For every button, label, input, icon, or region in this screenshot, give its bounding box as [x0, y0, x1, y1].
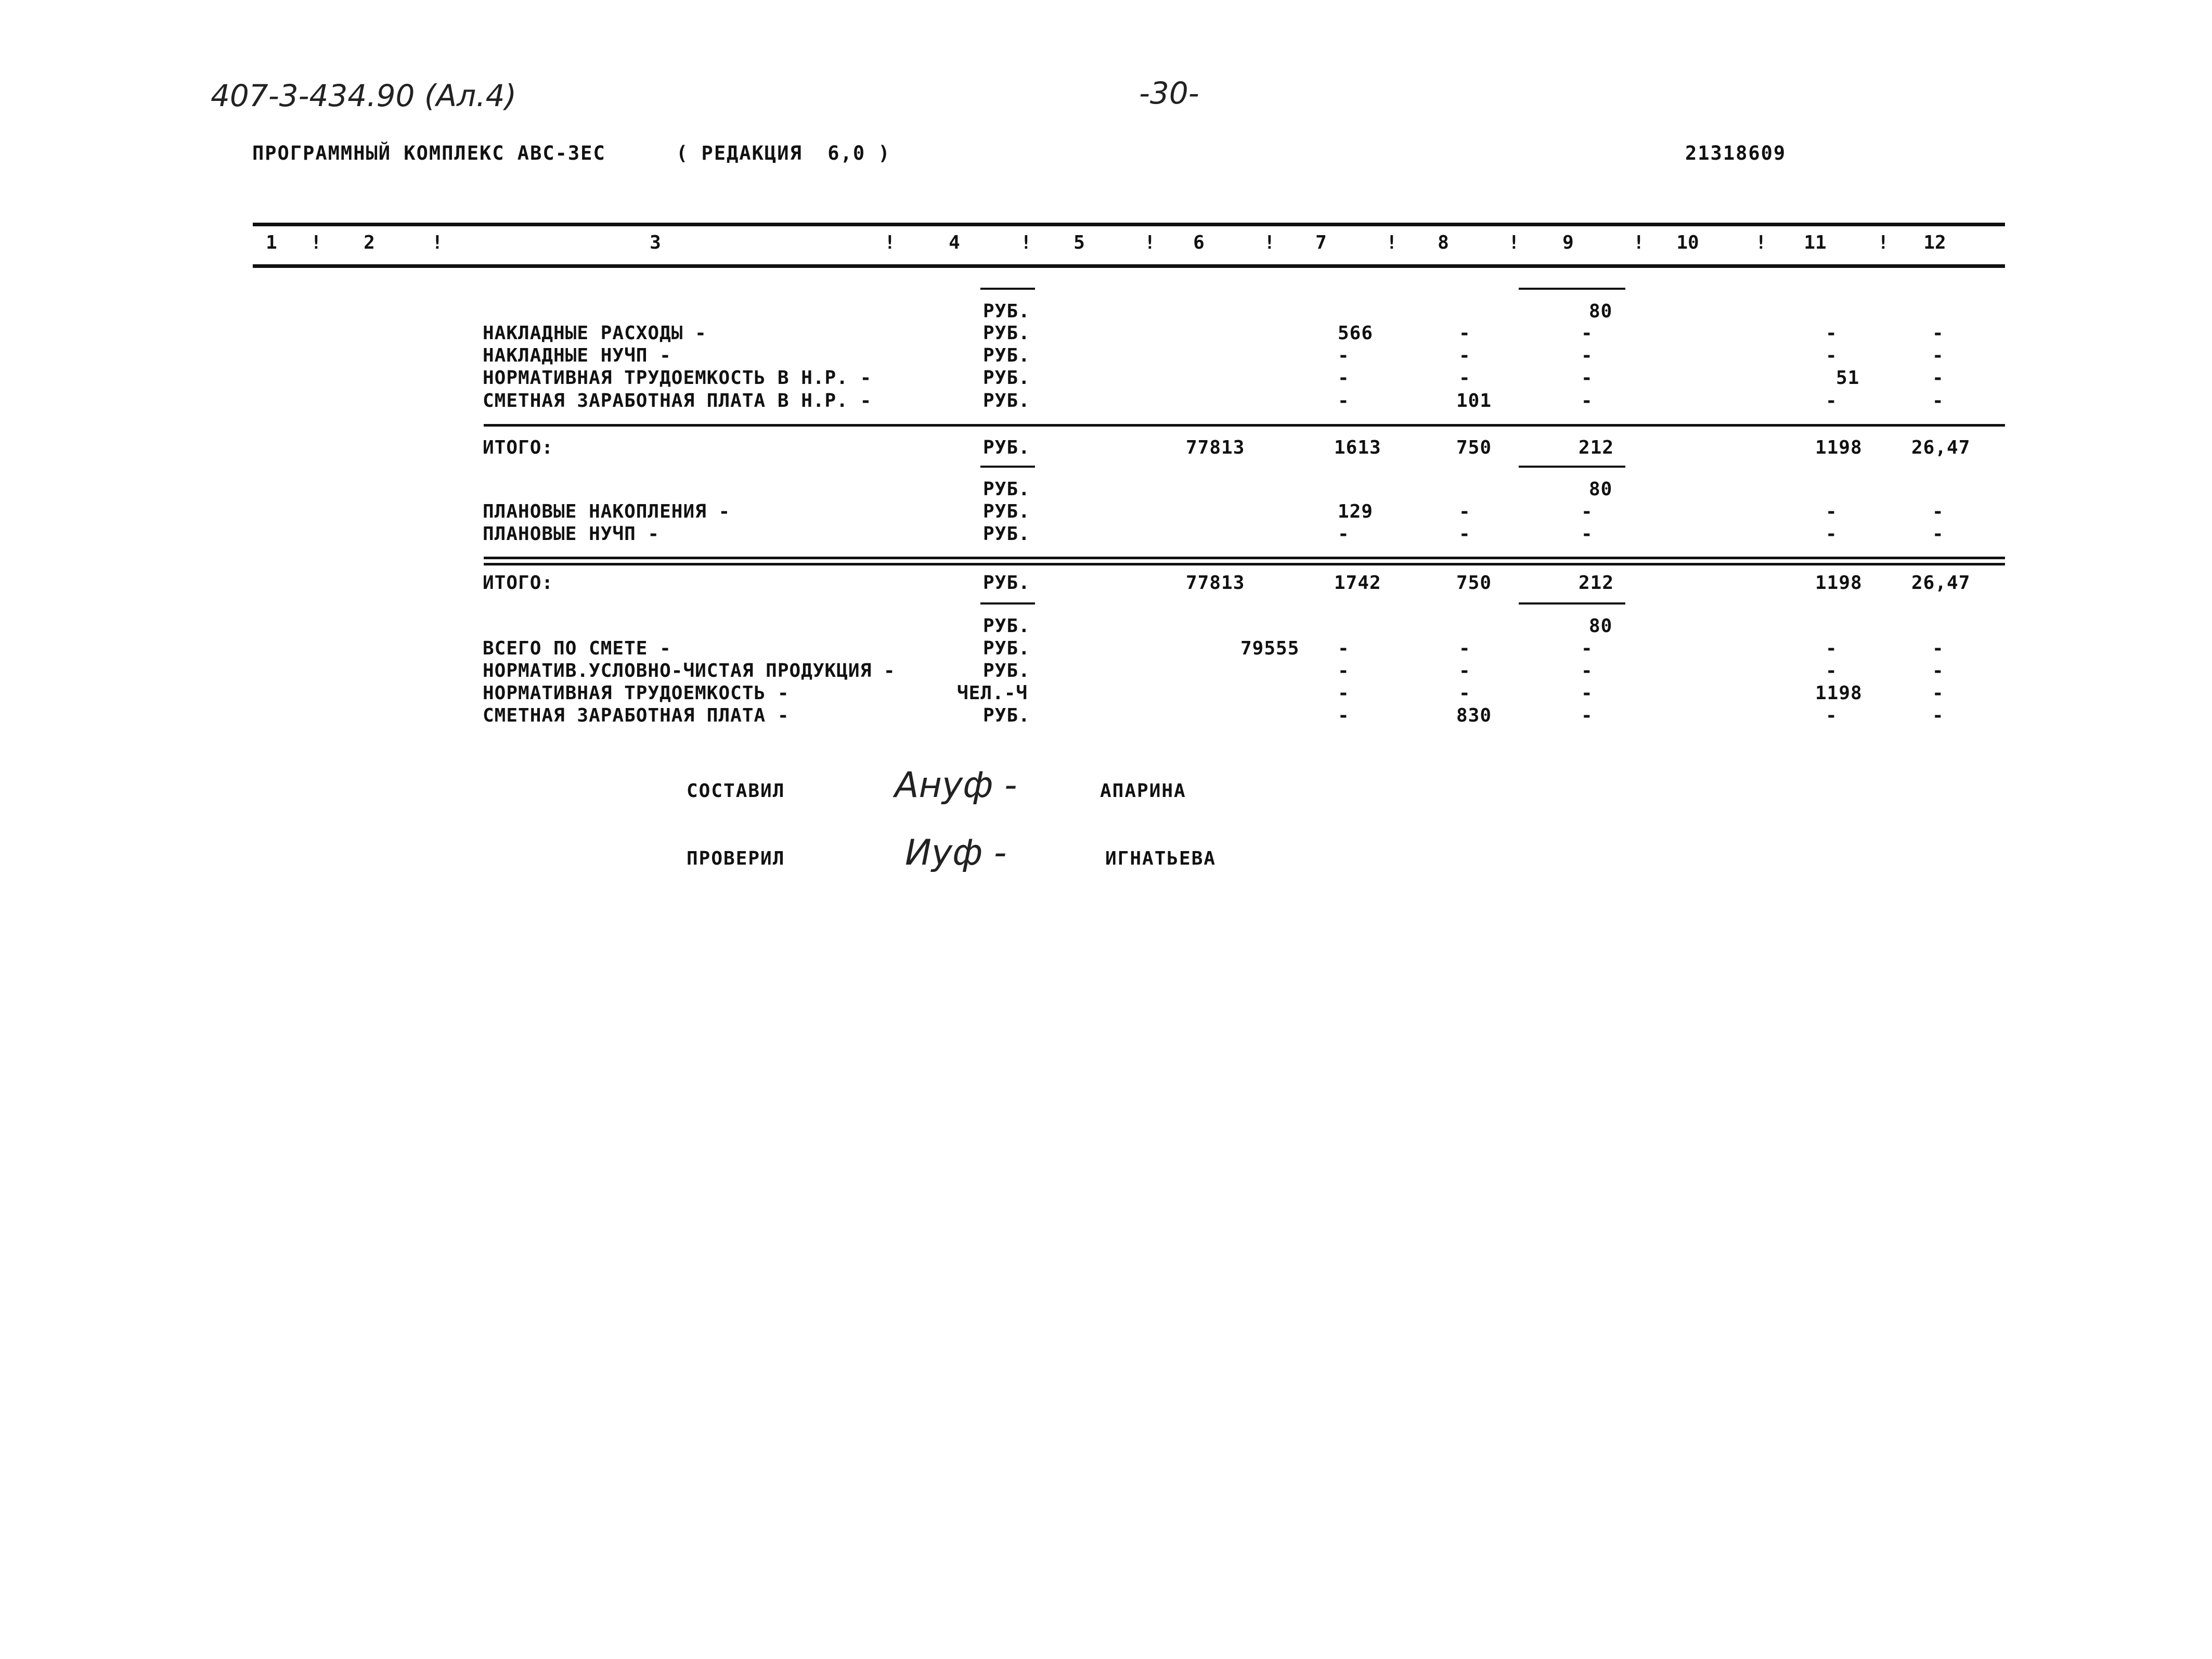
value-cell: - [1459, 638, 1471, 659]
unit-cell: РУБ. [983, 301, 1030, 322]
column-number: 5 [1073, 232, 1085, 253]
value-cell: 80 [1589, 615, 1613, 637]
value-cell: - [1932, 705, 1944, 726]
value-cell: 77813 [1186, 572, 1245, 594]
value-cell: - [1581, 638, 1593, 659]
unit-cell: ЧЕЛ.-Ч [957, 683, 1028, 704]
unit-rule [980, 466, 1035, 468]
unit-cell: РУБ. [983, 615, 1030, 637]
unit-cell: РУБ. [983, 572, 1030, 594]
unit-cell: РУБ. [983, 345, 1030, 366]
row-label: НОРМАТИВ.УСЛОВНО-ЧИСТАЯ ПРОДУКЦИЯ - [483, 660, 896, 681]
value-cell: - [1581, 705, 1593, 726]
column-number: 8 [1438, 232, 1449, 253]
value-rule [1519, 602, 1625, 605]
signature-role: ПРОВЕРИЛ [687, 848, 785, 869]
table-top-rule [253, 223, 2005, 226]
value-cell: - [1932, 323, 1944, 344]
value-cell: - [1826, 705, 1838, 726]
row-label: НОРМАТИВНАЯ ТРУДОЕМКОСТЬ В Н.Р. - [483, 367, 872, 389]
value-cell: - [1338, 345, 1350, 366]
column-separator: ! [1144, 232, 1156, 253]
row-label: ПЛАНОВЫЕ НАКОПЛЕНИЯ - [483, 501, 731, 522]
value-cell: - [1581, 523, 1593, 545]
signer-name: АПАРИНА [1100, 780, 1186, 802]
unit-cell: РУБ. [983, 367, 1030, 389]
column-separator: ! [1508, 232, 1520, 253]
value-cell: 51 [1836, 367, 1860, 389]
value-cell: 566 [1338, 323, 1374, 344]
value-cell: - [1581, 323, 1593, 344]
row-label: СМЕТНАЯ ЗАРАБОТНАЯ ПЛАТА - [483, 705, 790, 726]
column-number: 10 [1676, 232, 1699, 253]
column-separator: ! [1878, 232, 1889, 253]
value-cell: - [1826, 660, 1838, 681]
value-cell: - [1459, 501, 1471, 522]
table-header-rule [253, 264, 2005, 268]
value-cell: - [1459, 523, 1471, 545]
value-cell: 1198 [1815, 572, 1862, 594]
value-cell: - [1459, 323, 1471, 344]
unit-cell: РУБ. [983, 705, 1030, 726]
value-cell: - [1581, 345, 1593, 366]
value-cell: - [1581, 367, 1593, 389]
value-cell: - [1338, 523, 1350, 545]
total-rule [484, 424, 2005, 427]
unit-cell: РУБ. [983, 323, 1030, 344]
value-cell: - [1826, 390, 1838, 411]
value-cell: 79555 [1240, 638, 1300, 659]
column-number: 4 [949, 232, 960, 253]
value-cell: - [1932, 638, 1944, 659]
unit-cell: РУБ. [983, 660, 1030, 681]
unit-cell: РУБ. [983, 390, 1030, 411]
value-cell: - [1932, 660, 1944, 681]
row-label: НОРМАТИВНАЯ ТРУДОЕМКОСТЬ - [483, 683, 790, 704]
value-cell: - [1932, 501, 1944, 522]
value-cell: - [1581, 501, 1593, 522]
column-separator: ! [1386, 232, 1398, 253]
row-label: ПЛАНОВЫЕ НУЧП - [483, 523, 660, 545]
value-cell: 80 [1589, 301, 1613, 322]
document-code: 407-3-434.90 (Ал.4) [211, 78, 517, 113]
signature-role: СОСТАВИЛ [687, 780, 785, 802]
value-cell: - [1826, 501, 1838, 522]
value-cell: 26,47 [1911, 437, 1971, 458]
column-separator: ! [1755, 232, 1767, 253]
value-cell: 1742 [1334, 572, 1381, 594]
value-cell: 830 [1456, 705, 1492, 726]
value-cell: - [1932, 683, 1944, 704]
column-number: 6 [1193, 232, 1205, 253]
column-separator: ! [1633, 232, 1645, 253]
value-cell: 1198 [1815, 683, 1862, 704]
edition-label: ( РЕДАКЦИЯ 6,0 ) [676, 142, 891, 164]
unit-rule [980, 288, 1035, 290]
value-cell: 212 [1579, 572, 1614, 594]
value-cell: - [1932, 523, 1944, 545]
value-cell: - [1826, 523, 1838, 545]
total-label: ИТОГО: [483, 572, 554, 594]
value-cell: - [1338, 638, 1350, 659]
value-rule [1519, 288, 1625, 290]
column-number: 9 [1562, 232, 1574, 253]
column-number: 2 [364, 232, 375, 253]
value-cell: - [1338, 683, 1350, 704]
value-cell: 77813 [1186, 437, 1245, 458]
page-number: -30- [1139, 75, 1199, 111]
unit-cell: РУБ. [983, 479, 1030, 500]
total-label: ИТОГО: [483, 437, 554, 458]
column-number: 3 [650, 232, 661, 253]
column-number: 11 [1804, 232, 1827, 253]
unit-cell: РУБ. [983, 501, 1030, 522]
value-cell: - [1932, 345, 1944, 366]
column-separator: ! [1020, 232, 1032, 253]
column-separator: ! [311, 232, 322, 253]
value-cell: 26,47 [1911, 572, 1971, 594]
value-cell: - [1826, 345, 1838, 366]
value-cell: 212 [1579, 437, 1614, 458]
handwritten-signature: Ануф - [895, 765, 1017, 806]
value-cell: - [1459, 660, 1471, 681]
row-label: ВСЕГО ПО СМЕТЕ - [483, 638, 671, 659]
row-label: НАКЛАДНЫЕ РАСХОДЫ - [483, 323, 707, 344]
row-label: НАКЛАДНЫЕ НУЧП - [483, 345, 671, 366]
value-cell: 101 [1456, 390, 1492, 411]
column-number: 12 [1923, 232, 1946, 253]
value-cell: - [1459, 367, 1471, 389]
value-cell: - [1338, 367, 1350, 389]
value-cell: - [1932, 390, 1944, 411]
value-cell: 80 [1589, 479, 1613, 500]
value-cell: - [1932, 367, 1944, 389]
signer-name: ИГНАТЬЕВА [1105, 848, 1217, 869]
total-rule [484, 563, 2005, 565]
column-separator: ! [1264, 232, 1275, 253]
column-number: 7 [1315, 232, 1327, 253]
value-cell: 1613 [1334, 437, 1381, 458]
column-number: 1 [266, 232, 277, 253]
column-separator: ! [432, 232, 443, 253]
value-rule [1519, 466, 1625, 468]
handwritten-signature: Иуф - [905, 832, 1007, 873]
value-cell: - [1826, 638, 1838, 659]
value-cell: - [1459, 345, 1471, 366]
value-cell: - [1581, 683, 1593, 704]
value-cell: - [1338, 390, 1350, 411]
total-rule [484, 557, 2005, 559]
unit-rule [980, 602, 1035, 605]
unit-cell: РУБ. [983, 437, 1030, 458]
value-cell: - [1826, 323, 1838, 344]
unit-cell: РУБ. [983, 638, 1030, 659]
value-cell: 129 [1338, 501, 1374, 522]
value-cell: - [1338, 660, 1350, 681]
row-label: СМЕТНАЯ ЗАРАБОТНАЯ ПЛАТА В Н.Р. - [483, 390, 872, 411]
value-cell: 750 [1456, 437, 1492, 458]
program-title: ПРОГРАММНЫЙ КОМПЛЕКС АВС-3ЕС [252, 142, 606, 164]
value-cell: - [1581, 390, 1593, 411]
value-cell: 750 [1456, 572, 1492, 594]
value-cell: 1198 [1815, 437, 1862, 458]
value-cell: - [1581, 660, 1593, 681]
value-cell: - [1338, 705, 1350, 726]
value-cell: - [1459, 683, 1471, 704]
column-separator: ! [884, 232, 896, 253]
unit-cell: РУБ. [983, 523, 1030, 545]
document-number: 21318609 [1685, 142, 1787, 164]
